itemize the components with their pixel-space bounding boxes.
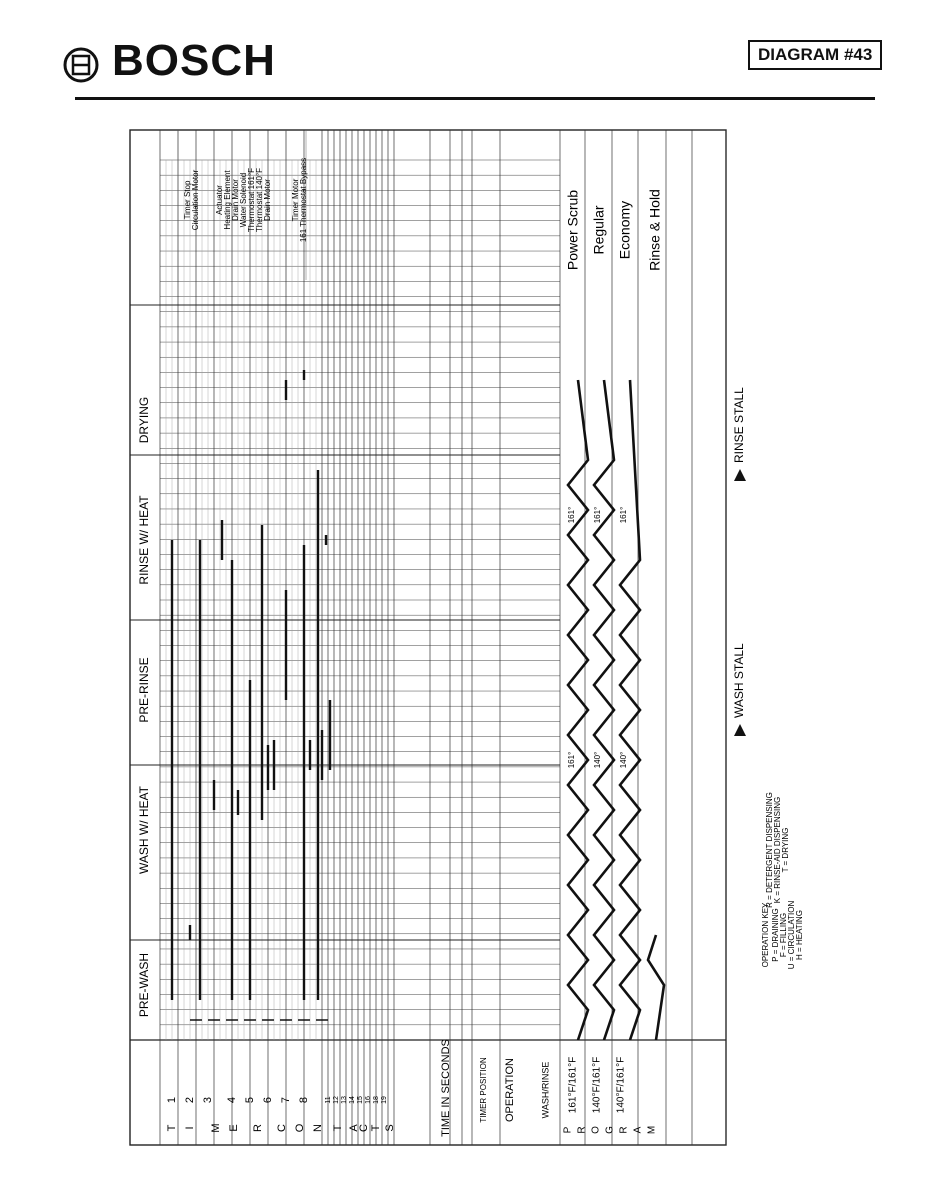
program-traces (568, 380, 664, 1040)
thermostat-mark: 161° (619, 506, 629, 524)
program-letter: R (618, 1126, 630, 1134)
operation-key-item: U = CIRCULATION (787, 900, 797, 970)
program-temp: 161°F/161°F (567, 1056, 579, 1114)
operation-key-item: F = FILLING (779, 912, 789, 958)
brand-name: BOSCH (112, 36, 276, 85)
operation-key-item: K = RINSE-AID DISPENSING (773, 796, 783, 904)
row-letter: T (331, 1124, 344, 1132)
program-letter: M (646, 1125, 658, 1135)
row-letter: T (165, 1124, 178, 1132)
operation-key-title: OPERATION KEY (761, 902, 771, 968)
row-letter: S (383, 1124, 396, 1132)
program-name: Regular (590, 205, 607, 255)
row-letter: T (369, 1124, 382, 1132)
row-letter: A (347, 1124, 360, 1132)
component-legend-item: Thermostat 140°F (255, 167, 265, 233)
phase-label: WASH W/ HEAT (137, 786, 152, 874)
row-letter: M (209, 1123, 222, 1133)
component-legend-item: Timer Motor (291, 178, 301, 222)
thermostat-mark: 161° (567, 506, 577, 524)
diagram-number: DIAGRAM #43 (748, 40, 882, 70)
contact-number: 18 (372, 1096, 380, 1104)
program-name: Power Scrub (564, 189, 581, 271)
row-letter: I (183, 1126, 196, 1130)
program-name: Rinse & Hold (646, 189, 663, 271)
component-legend-item: Water Solenoid (239, 172, 249, 228)
trace-economy (620, 380, 640, 1040)
chart-frame (130, 130, 726, 1145)
timer-number: 7 (279, 1096, 292, 1104)
wash-rinse-label: WASH/RINSE (540, 1061, 551, 1119)
contact-number: 11 (324, 1096, 332, 1104)
thermostat-mark: 140° (593, 751, 603, 769)
timer-number: 1 (165, 1096, 178, 1104)
component-legend-item: Actuator (215, 185, 225, 215)
contact-number: 13 (340, 1096, 348, 1104)
row-letter: O (293, 1123, 306, 1133)
row-letter: R (251, 1124, 264, 1132)
timer-number: 8 (297, 1096, 310, 1104)
contact-number: 16 (364, 1096, 372, 1104)
stall-label: RINSE STALL (732, 387, 747, 463)
row-letter: C (357, 1124, 370, 1132)
stall-marker (734, 724, 746, 736)
thermostat-mark: 161° (567, 751, 577, 769)
timer-number: 2 (183, 1096, 196, 1104)
component-legend-item: Timer Stop (183, 180, 193, 220)
contact-number: 15 (356, 1096, 364, 1104)
component-legend-item: Heating Element (223, 170, 233, 230)
timer-number: 5 (243, 1096, 256, 1104)
component-legend-item: 161 Thermostat Bypass (299, 157, 309, 243)
trace-rinse-hold (648, 935, 664, 1040)
contact-number: 14 (348, 1096, 356, 1104)
stall-marker (734, 469, 746, 481)
program-name: Economy (616, 200, 633, 260)
component-legend-item: Drain Motor (231, 179, 241, 221)
phase-label: DRYING (137, 396, 152, 444)
phase-label: PRE-WASH (137, 952, 152, 1018)
contact-number: 19 (380, 1096, 388, 1104)
contact-number: 12 (332, 1096, 340, 1104)
position-label: TIMER POSITION (479, 1057, 489, 1123)
stall-label: WASH STALL (732, 643, 747, 718)
thermostat-mark: 161° (593, 506, 603, 524)
thermostat-mark: 140° (619, 751, 629, 769)
timer-number: 6 (261, 1096, 274, 1104)
phase-label: RINSE W/ HEAT (137, 495, 152, 585)
timer-number: 4 (225, 1096, 238, 1104)
row-letter: E (227, 1124, 240, 1132)
program-letter: A (632, 1126, 644, 1134)
row-letter: N (311, 1124, 324, 1132)
operation-label: OPERATION (503, 1058, 516, 1122)
component-legend-item: Drain Motor (263, 179, 273, 221)
program-letter: G (604, 1126, 616, 1134)
operation-key-item: P = DRAINING (771, 908, 781, 962)
operation-key-item: H = HEATING (795, 910, 805, 960)
component-legend-item: Circulation Motor (191, 169, 201, 231)
timer-number: 3 (201, 1096, 214, 1104)
time-label: TIME IN SECONDS (439, 1039, 452, 1137)
program-temp: 140°F/161°F (591, 1056, 603, 1114)
program-temp: 140°F/161°F (615, 1056, 627, 1114)
component-legend-item: Thermostat 161°F (247, 167, 257, 233)
operation-key-item: R = DETERGENT DISPENSING (765, 792, 775, 908)
trace-regular (594, 380, 614, 1040)
operation-key-item: T = DRYING (781, 827, 791, 873)
program-letter: R (576, 1126, 588, 1134)
program-letter: O (590, 1126, 602, 1134)
program-letter: P (562, 1126, 574, 1134)
phase-label: PRE-RINSE (137, 657, 152, 723)
chart-grid (130, 130, 726, 1145)
row-letter: C (275, 1124, 288, 1132)
